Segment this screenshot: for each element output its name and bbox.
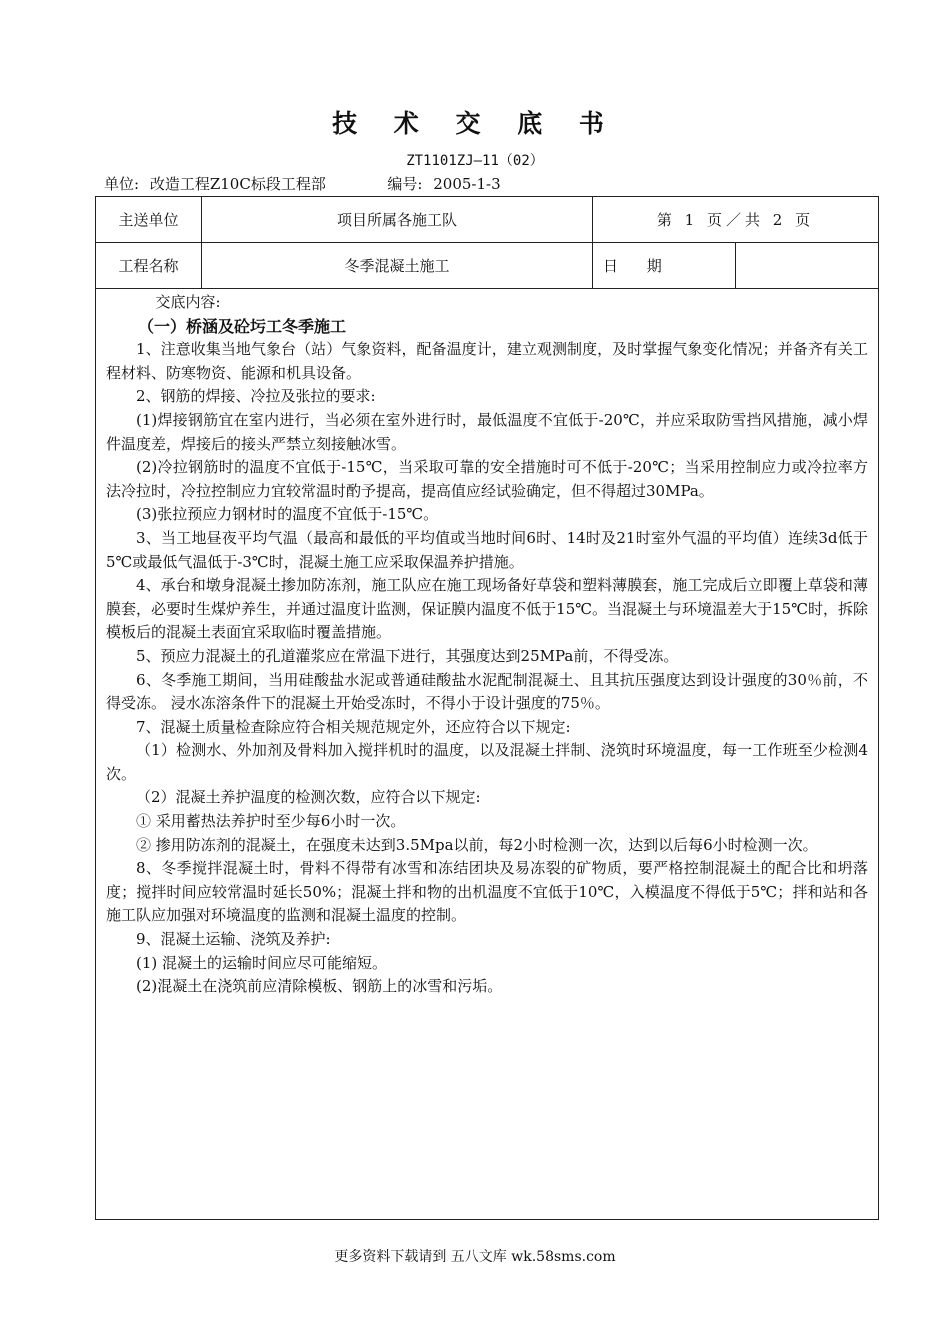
- content-box: [95, 289, 879, 1220]
- date-label: 日 期: [593, 243, 736, 289]
- project-name-label: 工程名称: [96, 243, 202, 289]
- paragraph: 2、钢筋的焊接、冷拉及张拉的要求:: [136, 387, 376, 406]
- unit-value: 改造工程Z10C标段工程部: [149, 175, 326, 193]
- table-row: [96, 197, 879, 243]
- document-title: 技 术 交 底 书: [332, 109, 618, 138]
- footer-link-text: 更多资料下载请到 五八文库 wk.58sms.com: [334, 1249, 616, 1265]
- table-row: [96, 243, 879, 289]
- project-name-value: 冬季混凝土施工: [202, 243, 593, 289]
- paragraph: 5、预应力混凝土的孔道灌浆应在常温下进行，其强度达到25MPa前，不得受冻。: [136, 646, 679, 665]
- unit-line: [104, 173, 507, 194]
- paragraph: （2）混凝土养护温度的检测次数，应符合以下规定:: [136, 788, 481, 807]
- date-value: [736, 243, 879, 289]
- header-table: [95, 196, 879, 289]
- paragraph: (2)混凝土在浇筑前应清除模板、钢筋上的冰雪和污垢。: [136, 977, 503, 996]
- paragraph: （1）检测水、外加剂及骨料加入搅拌机时的温度，以及混凝土拌制、浇筑时环境温度，每一工作班至少检测4次。: [106, 741, 868, 783]
- paragraph: 7、混凝土质量检查除应符合相关规范规定外，还应符合以下规定:: [136, 717, 571, 736]
- paragraph: 1、注意收集当地气象台（站）气象资料，配备温度计，建立观测制度，及时掌握气象变化情况；并备齐有关工程材料、防寒物资、能源和机具设备。: [106, 340, 868, 382]
- unit-label: 单位:: [104, 175, 140, 193]
- paragraph: 3、当工地昼夜平均气温（最高和最低的平均值或当地时间6时、14时及21时室外气温的平均值）连续3d低于5℃或最低气温低于-3℃时，混凝土施工应采取保温养护措施。: [106, 528, 868, 571]
- paragraph: 6、冬季施工期间，当用硅酸盐水泥或普通硅酸盐水泥配制混凝土、且其抗压强度达到设计强度的30％前，不得受冻。 浸水冻溶条件下的混凝土开始受冻时，不得小于设计强度的75％。: [106, 670, 868, 713]
- paragraph: ② 掺用防冻剂的混凝土，在强度未达到3.5Mpa以前，每2小时检测一次，达到以后每6小时检测一次。: [136, 835, 818, 854]
- paragraph: (1) 混凝土的运输时间应尽可能缩短。: [136, 953, 388, 972]
- page-info: 第 1 页／共 2 页: [593, 197, 879, 243]
- number-value: 2005-1-3: [433, 175, 501, 193]
- number-label: 编号:: [387, 175, 423, 193]
- content-intro: 交底内容:: [155, 293, 221, 311]
- section-heading: （一）桥涵及砼圬工冬季施工: [138, 316, 347, 336]
- content-area: [96, 289, 878, 999]
- document-code: ZT1101ZJ—11（02）: [406, 153, 544, 169]
- paragraph: (2)冷拉钢筋时的温度不宜低于-15℃，当采取可靠的安全措施时可不低于-20℃；当采用控制应力或冷拉率方法冷拉时，冷拉控制应力宜较常温时酌予提高，提高值应经试验确定，但不得超过30MPa。: [106, 458, 868, 500]
- paragraph: 4、承台和墩身混凝土掺加防冻剂，施工队应在施工现场备好草袋和塑料薄膜套，施工完成后立即覆上草袋和薄膜套，必要时生煤炉养生，并通过温度计监测，保证膜内温度不低于15℃。当混凝土与环境温差大于15℃时，拆除模板后的混凝土表面宜采取临时覆盖措施。: [106, 576, 868, 642]
- paragraph: 9、混凝土运输、浇筑及养护:: [136, 930, 331, 949]
- send-unit-value: 项目所属各施工队: [202, 197, 593, 243]
- paragraph: ① 采用蓄热法养护时至少每6小时一次。: [136, 812, 406, 831]
- paragraph: 8、冬季搅拌混凝土时，骨料不得带有冰雪和冻结团块及易冻裂的矿物质，要严格控制混凝土的配合比和坍落度；搅拌时间应较常温时延长50%；混凝土拌和物的出机温度不宜低于10℃，入模温度不得低于5℃；拌和站和各施工队应加强对环境温度的监测和混凝土温度的控制。: [106, 859, 868, 925]
- paragraph: (1)焊接钢筋宜在室内进行，当必须在室外进行时，最低温度不宜低于-20℃，并应采取防雪挡风措施，减小焊件温度差，焊接后的接头严禁立刻接触冰雪。: [106, 410, 868, 453]
- send-unit-label: 主送单位: [96, 197, 202, 243]
- paragraph: (3)张拉预应力钢材时的温度不宜低于-15℃。: [136, 505, 439, 524]
